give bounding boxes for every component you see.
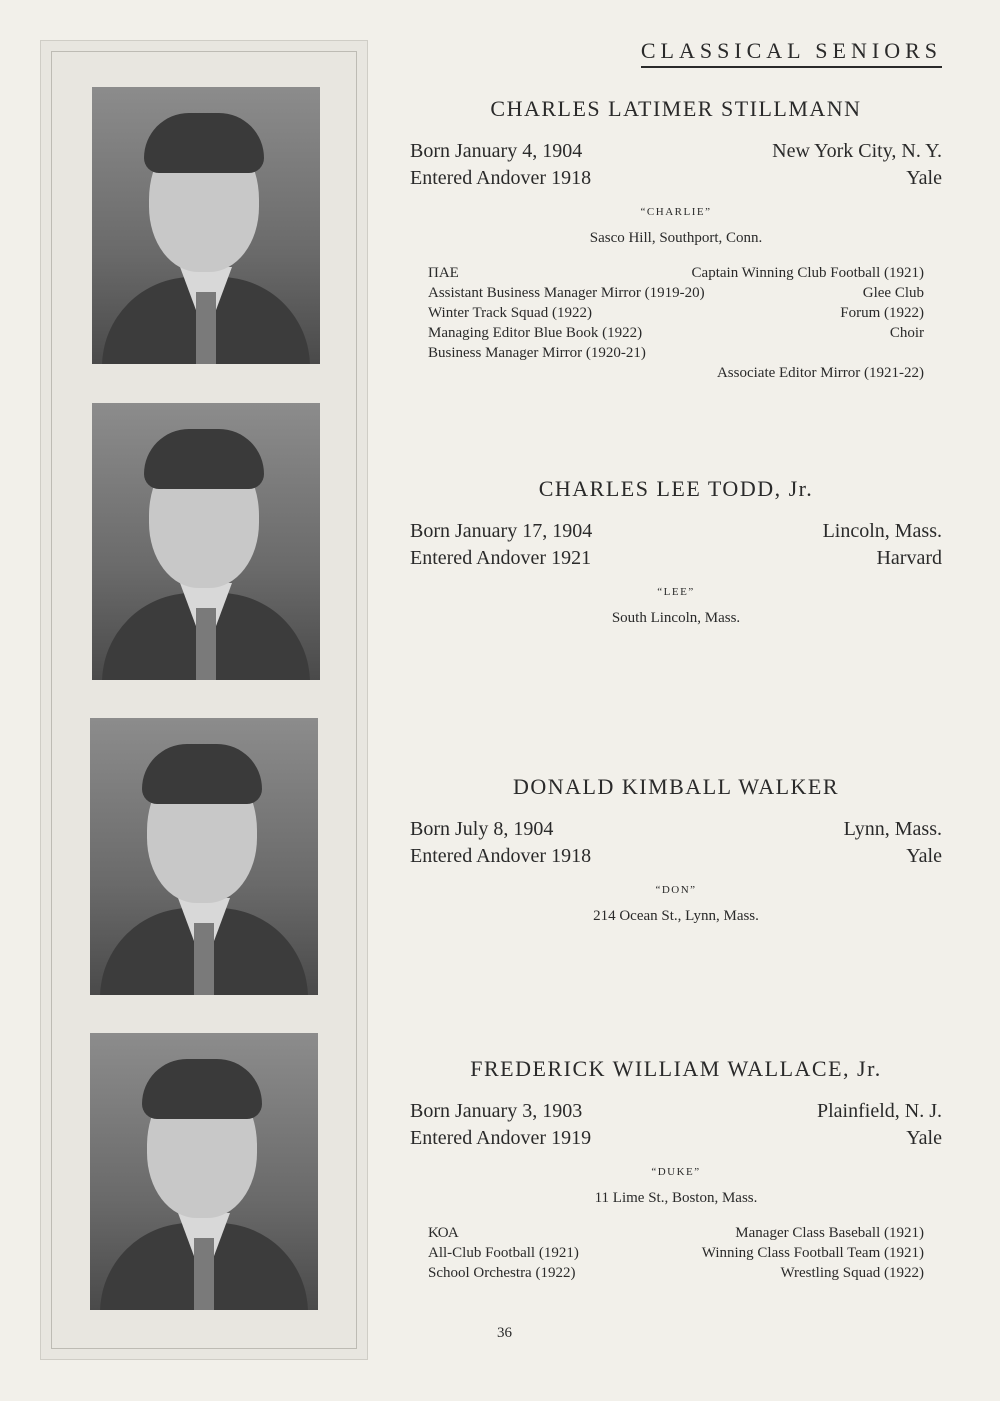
activity: Managing Editor Blue Book (1922): [428, 325, 643, 341]
home-address: 214 Ocean St., Lynn, Mass.: [593, 908, 759, 924]
senior-name: FREDERICK WILLIAM WALLACE, Jr.: [470, 1056, 882, 1081]
birth-date: Born July 8, 1904: [410, 818, 554, 840]
activity: All-Club Football (1921): [428, 1245, 579, 1261]
entered-year: Entered Andover 1918: [410, 167, 592, 189]
senior-name: DONALD KIMBALL WALKER: [512, 774, 840, 799]
activity: School Orchestra (1922): [428, 1265, 576, 1281]
birth-date: Born January 3, 1903: [410, 1100, 583, 1122]
birth-date: Born January 17, 1904: [410, 520, 593, 542]
activities-list: [410, 1223, 942, 1283]
hometown: Plainfield, N. J.: [817, 1100, 942, 1122]
entered-year: Entered Andover 1918: [410, 845, 592, 867]
nickname: “DON”: [655, 884, 697, 896]
senior-name: CHARLES LATIMER STILLMANN: [490, 96, 862, 121]
portrait-photo-wallace: [90, 1033, 318, 1310]
activity: Winning Class Football Team (1921): [701, 1245, 924, 1261]
home-address: South Lincoln, Mass.: [611, 610, 741, 626]
nickname: “CHARLIE”: [640, 206, 712, 218]
activity: Associate Editor Mirror (1921-22): [716, 365, 924, 381]
college: Yale: [906, 845, 942, 867]
activity: Captain Winning Club Football (1921): [691, 265, 924, 281]
portrait-photo-walker: [90, 718, 318, 995]
activity: ΠΑΕ: [428, 265, 459, 281]
senior-name: CHARLES LEE TODD, Jr.: [538, 476, 814, 501]
senior-entry-wallace: [410, 1056, 942, 1283]
activity: Winter Track Squad (1922): [428, 305, 592, 321]
portrait-photo-todd: [92, 403, 320, 680]
hometown: Lincoln, Mass.: [822, 520, 942, 542]
home-address: Sasco Hill, Southport, Conn.: [589, 230, 763, 246]
activity: ΚΟΑ: [428, 1225, 459, 1241]
college: Harvard: [876, 547, 942, 569]
senior-entry-stillmann: [410, 96, 942, 383]
activity: Assistant Business Manager Mirror (1919-20): [428, 285, 705, 301]
page-number: 36: [497, 1325, 512, 1341]
portrait-photo-stillmann: [92, 87, 320, 364]
home-address: 11 Lime St., Boston, Mass.: [594, 1190, 758, 1206]
hometown: Lynn, Mass.: [843, 818, 942, 840]
activity: Business Manager Mirror (1920-21): [428, 345, 646, 361]
birth-date: Born January 4, 1904: [410, 140, 583, 162]
activity: Wrestling Squad (1922): [780, 1265, 924, 1281]
activity: Choir: [889, 325, 924, 341]
nickname: “LEE”: [657, 586, 695, 598]
activity: Manager Class Baseball (1921): [735, 1225, 924, 1241]
senior-entry-walker: [410, 774, 942, 925]
nickname: “DUKE”: [651, 1166, 701, 1178]
activity: Glee Club: [862, 285, 924, 301]
college: Yale: [906, 1127, 942, 1149]
college: Yale: [906, 167, 942, 189]
entered-year: Entered Andover 1921: [410, 547, 592, 569]
activities-list: [410, 263, 942, 383]
hometown: New York City, N. Y.: [772, 140, 942, 162]
activity: Forum (1922): [840, 305, 924, 321]
senior-entry-todd: [410, 476, 942, 627]
entered-year: Entered Andover 1919: [410, 1127, 592, 1149]
page-header: CLASSICAL SENIORS: [641, 38, 942, 68]
